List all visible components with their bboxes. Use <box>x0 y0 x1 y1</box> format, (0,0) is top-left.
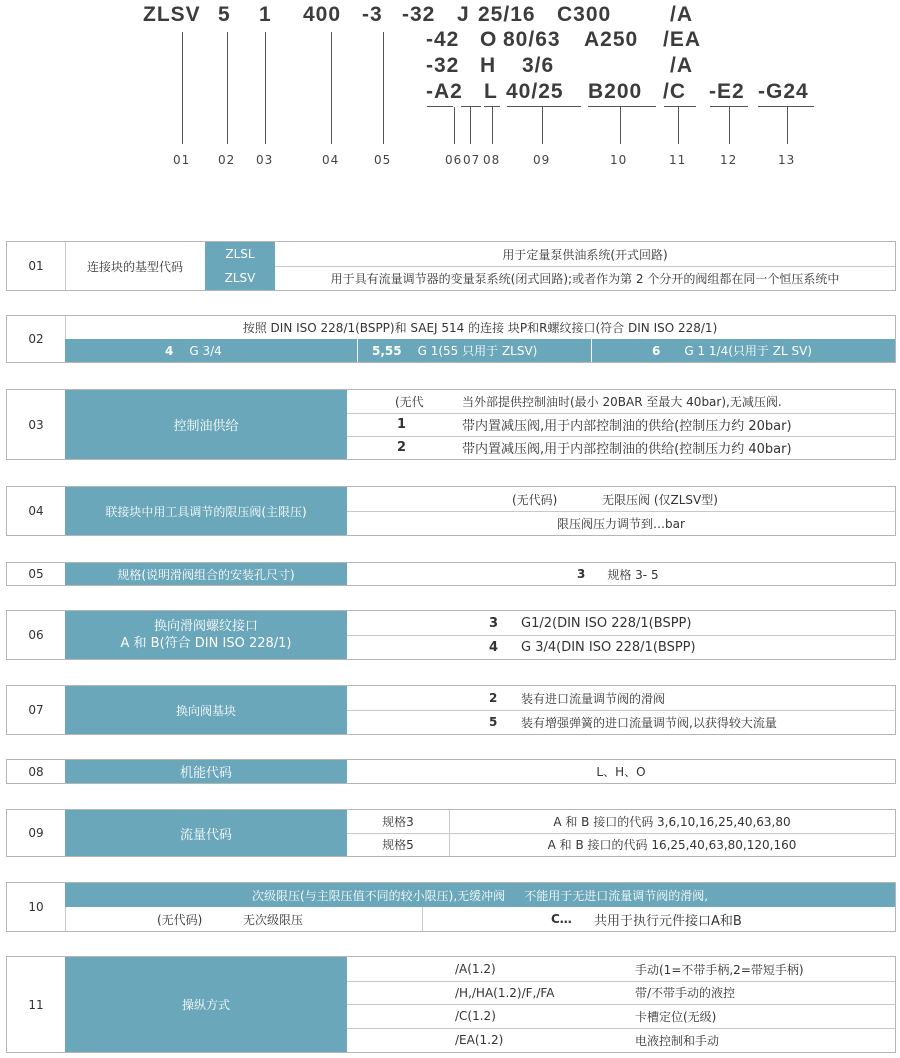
section-number: 06 <box>28 628 44 642</box>
thread-option <box>592 339 895 362</box>
option-code: (无代 <box>395 395 424 409</box>
code-port: -32 <box>402 3 436 26</box>
flow-codes: A 和 B 接口的代码 16,25,40,63,80,120,160 <box>547 838 797 852</box>
position-label: 07 <box>463 153 481 167</box>
flow-codes: A 和 B 接口的代码 3,6,10,16,25,40,63,80 <box>553 815 791 829</box>
option-code: /A(1.2) <box>455 962 496 976</box>
section-number: 07 <box>28 703 44 717</box>
section-number: 04 <box>28 504 44 518</box>
section-01 <box>6 241 896 291</box>
option-code: /C(1.2) <box>455 1009 496 1023</box>
code-zlsv: ZLSV <box>143 3 201 26</box>
option-desc: 当外部提供控制油时(最小 20BAR 至最大 40bar),无减压阀. <box>462 395 782 409</box>
option-code: 6 <box>652 343 661 358</box>
code-port: -42 <box>426 28 460 51</box>
position-label: 08 <box>483 153 501 167</box>
size-label: 规格3 <box>382 815 414 829</box>
code-operation: /EA <box>663 28 702 51</box>
code-function: H <box>480 54 497 77</box>
option-code: ZLSV <box>205 266 275 290</box>
code-function: O <box>480 28 498 51</box>
option-desc: G 3/4 <box>189 343 222 358</box>
code-size: 5 <box>218 3 231 26</box>
position-label: 03 <box>256 153 274 167</box>
option-desc: 电液控制和手动 <box>635 1033 720 1048</box>
section-number: 10 <box>28 900 44 914</box>
option-desc: 装有进口流量调节阀的滑阀 <box>521 691 666 706</box>
code-flow: 3/6 <box>522 54 555 77</box>
option-desc: 卡槽定位(无级) <box>635 1009 717 1024</box>
code-base: J <box>457 3 470 26</box>
option-code: 3 <box>577 567 586 581</box>
option-code: 3 <box>489 615 499 631</box>
code-port: -32 <box>426 54 460 77</box>
code-g24: -G24 <box>758 80 809 103</box>
code-pressure: 400 <box>303 3 342 26</box>
option-row <box>577 563 877 585</box>
section-09 <box>6 809 896 857</box>
section-03 <box>6 389 896 460</box>
section-title: 流量代码 <box>65 810 347 856</box>
option-desc: G 1 1/4(只用于 ZL SV) <box>684 344 812 358</box>
section-10 <box>6 882 896 932</box>
option-code: 5 <box>489 715 498 729</box>
section-number: 03 <box>28 417 44 432</box>
option-code: (无代码) <box>512 492 558 507</box>
option-desc: 带内置减压阀,用于内部控制油的供给(控制压力约 40bar) <box>462 442 792 457</box>
section-11 <box>6 956 896 1053</box>
section-number: 02 <box>28 332 44 346</box>
section-title: 连接块的基型代码 <box>86 259 183 274</box>
option-code: 5,55 <box>372 343 402 358</box>
section-number: 08 <box>28 764 44 779</box>
option-code: 4 <box>489 639 499 655</box>
option-desc: 用于定量泵供油系统(开式回路) <box>502 247 668 262</box>
option-code: C… <box>551 912 572 926</box>
code-flow: 25/16 <box>478 3 536 26</box>
option-desc: 带内置减压阀,用于内部控制油的供给(控制压力约 20bar) <box>462 419 792 434</box>
position-label: 06 <box>445 153 463 167</box>
option-code: 4 <box>165 343 174 358</box>
title-line: A 和 B(符合 DIN ISO 228/1) <box>120 636 292 651</box>
section-title: 控制油供给 <box>65 390 347 459</box>
section-title <box>65 611 347 659</box>
section-07 <box>6 685 896 735</box>
option-code: 1 <box>397 417 407 432</box>
section-05 <box>6 562 896 586</box>
option-desc: 限压阀压力调节到…bar <box>557 516 685 531</box>
section-02 <box>6 315 896 363</box>
section-number: 09 <box>28 826 44 840</box>
option-desc: G 3/4(DIN ISO 228/1(BSPP) <box>521 639 696 655</box>
option-desc: G1/2(DIN ISO 228/1(BSPP) <box>521 615 692 631</box>
option-desc: 手动(1=不带手柄,2=带短手柄) <box>635 962 804 977</box>
code-e2: -E2 <box>709 80 745 103</box>
position-label: 11 <box>669 153 687 167</box>
thread-option <box>65 339 357 362</box>
function-codes: L、H、O <box>596 765 646 779</box>
position-label: 13 <box>778 153 796 167</box>
option-desc: 无次级限压 <box>243 912 304 927</box>
section-number: 11 <box>28 997 44 1012</box>
option-code: 2 <box>397 440 407 455</box>
position-label: 02 <box>218 153 236 167</box>
position-label: 09 <box>533 153 551 167</box>
code-operation: /C <box>663 80 686 103</box>
code-operation: /A <box>670 54 693 77</box>
section-title: 次级限压(与主限压值不同的较小限压),无缓冲阀 不能用于无进口流量调节阀的滑阀, <box>65 883 895 907</box>
option-desc: G 1(55 只用于 ZLSV) <box>417 344 538 358</box>
option-code: ZLSL <box>205 242 275 266</box>
option-desc: 无限压阀 (仅ZLSV型) <box>602 492 718 507</box>
section-title: 机能代码 <box>65 760 347 783</box>
section-title: 按照 DIN ISO 228/1(BSPP)和 SAEJ 514 的连接 块P和R螺纹接口(符合 DIN ISO 228/1) <box>242 321 718 335</box>
code-sec-pressure: C300 <box>557 3 612 26</box>
option-code: (无代码) <box>157 912 203 927</box>
section-title: 规格(说明滑阀组合的安装孔尺寸) <box>65 563 347 585</box>
section-04 <box>6 486 896 536</box>
code-flow: 80/63 <box>503 28 561 51</box>
option-desc: 装有增强弹簧的进口流量调节阀,以获得较大流量 <box>521 715 777 730</box>
position-label: 04 <box>322 153 340 167</box>
code-base: -A2 <box>426 80 463 103</box>
section-number: 01 <box>28 259 44 273</box>
code-function: L <box>484 80 498 103</box>
thread-option <box>358 339 591 362</box>
position-label: 12 <box>720 153 738 167</box>
option-code: /H,/HA(1.2)/F,/FA <box>455 985 555 1000</box>
option-desc: 共用于执行元件接口A和B <box>594 913 742 929</box>
code-sec-pressure: B200 <box>588 80 643 103</box>
position-label: 05 <box>374 153 392 167</box>
code-valve-size: -3 <box>362 3 383 26</box>
position-label: 10 <box>610 153 628 167</box>
section-title: 操纵方式 <box>65 957 347 1052</box>
option-desc: 带/不带手动的液控 <box>635 986 736 1000</box>
title-line: 换向滑阀螺纹接口 <box>153 619 258 634</box>
section-title: 联接块中用工具调节的限压阀(主限压) <box>65 487 347 535</box>
section-08 <box>6 759 896 784</box>
option-code: 2 <box>489 691 498 705</box>
option-code: /EA(1.2) <box>455 1033 504 1047</box>
option-desc: 规格 3- 5 <box>607 567 659 582</box>
code-flow: 40/25 <box>506 80 564 103</box>
code-sec-pressure: A250 <box>584 28 639 51</box>
section-title: 换向阀基块 <box>65 686 347 734</box>
size-label: 规格5 <box>382 838 414 852</box>
option-desc: 用于具有流量调节器的变量泵系统(闭式回路);或者作为第 2 个分开的阀组都在同一个恒压系统中 <box>330 271 840 286</box>
section-number: 05 <box>28 567 44 581</box>
code-operation: /A <box>670 3 693 26</box>
code-supply: 1 <box>259 3 272 26</box>
position-label: 01 <box>173 153 191 167</box>
section-06 <box>6 610 896 660</box>
